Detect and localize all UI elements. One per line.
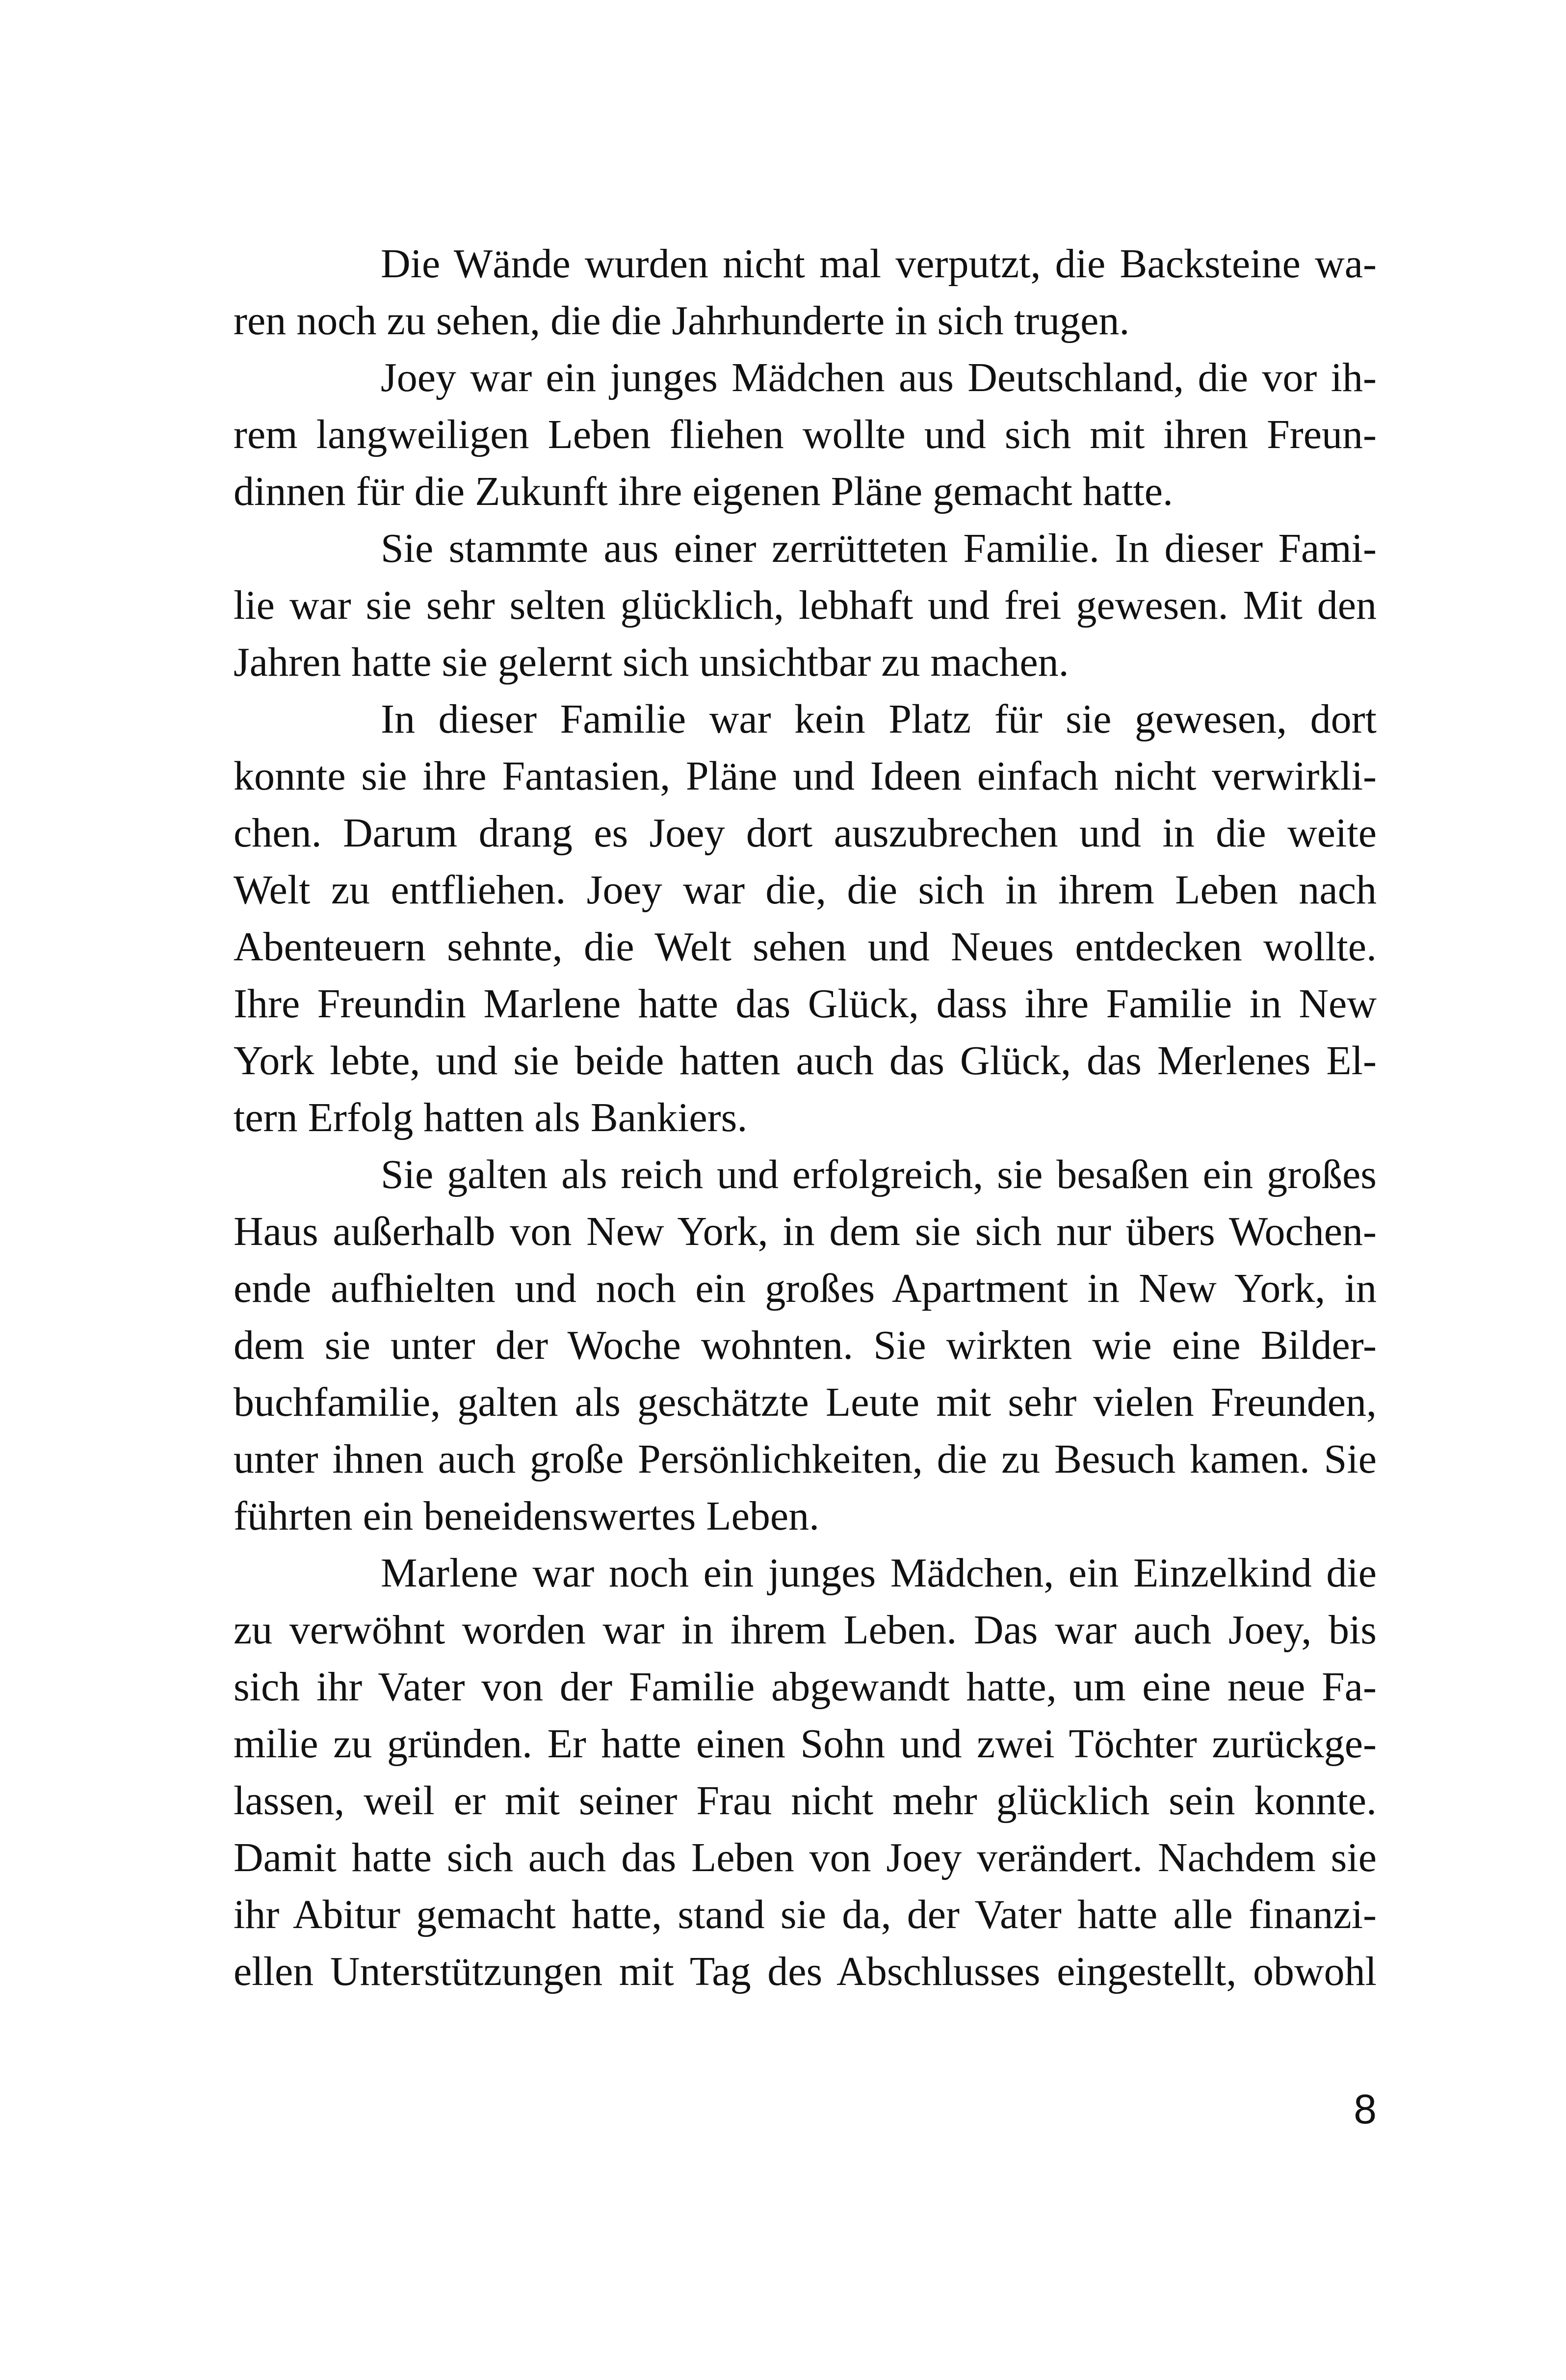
text-line: lassen, weil er mit seiner Frau nicht mehr glücklich sein konnte. bbox=[234, 1778, 1377, 1824]
text-line: rem langweiligen Leben fliehen wollte und sich mit ihren Freun- bbox=[234, 412, 1377, 457]
text-line: Sie stammte aus einer zerrütteten Familie. In dieser Fami- bbox=[381, 526, 1377, 571]
text-line: ihr Abitur gemacht hatte, stand sie da, der Vater hatte alle finanzi- bbox=[234, 1892, 1377, 1937]
text-line: dinnen für die Zukunft ihre eigenen Pläne gemacht hatte. bbox=[234, 469, 1173, 514]
text-line: buchfamilie, galten als geschätzte Leute mit sehr vielen Freunden, bbox=[234, 1379, 1377, 1425]
text-line: unter ihnen auch große Persönlichkeiten, die zu Besuch kamen. Sie bbox=[234, 1436, 1377, 1482]
text-line: ende aufhielten und noch ein großes Apartment in New York, in bbox=[234, 1266, 1377, 1311]
text-line: Abenteuern sehnte, die Welt sehen und Neues entdecken wollte. bbox=[234, 924, 1377, 970]
text-line: ren noch zu sehen, die die Jahrhunderte in sich trugen. bbox=[234, 298, 1130, 344]
text-line: ellen Unterstützungen mit Tag des Abschlusses eingestellt, obwohl bbox=[234, 1949, 1377, 1994]
text-line: Jahren hatte sie gelernt sich unsichtbar zu machen. bbox=[234, 639, 1069, 685]
text-line: Die Wände wurden nicht mal verputzt, die Backsteine wa- bbox=[381, 241, 1377, 287]
text-line: In dieser Familie war kein Platz für sie gewesen, dort bbox=[381, 696, 1377, 742]
text-line: Haus außerhalb von New York, in dem sie sich nur übers Wochen- bbox=[234, 1209, 1377, 1254]
text-line: York lebte, und sie beide hatten auch das Glück, das Merlenes El- bbox=[234, 1038, 1377, 1084]
text-line: Marlene war noch ein junges Mädchen, ein Einzelkind die bbox=[381, 1550, 1377, 1596]
text-line: Ihre Freundin Marlene hatte das Glück, dass ihre Familie in New bbox=[234, 981, 1377, 1027]
text-line: Damit hatte sich auch das Leben von Joey verändert. Nachdem sie bbox=[234, 1835, 1377, 1880]
text-line: dem sie unter der Woche wohnten. Sie wirkten wie eine Bilder- bbox=[234, 1322, 1377, 1368]
text-line: Sie galten als reich und erfolgreich, sie besaßen ein großes bbox=[381, 1152, 1377, 1197]
text-line: sich ihr Vater von der Familie abgewandt hatte, um eine neue Fa- bbox=[234, 1664, 1377, 1710]
text-line: Welt zu entfliehen. Joey war die, die sich in ihrem Leben nach bbox=[234, 867, 1377, 913]
body-text bbox=[234, 236, 1377, 2000]
text-line: zu verwöhnt worden war in ihrem Leben. Das war auch Joey, bis bbox=[234, 1607, 1377, 1653]
page-number: 8 bbox=[1354, 2086, 1377, 2132]
text-line: konnte sie ihre Fantasien, Pläne und Ideen einfach nicht verwirkli- bbox=[234, 753, 1377, 799]
text-line: Joey war ein junges Mädchen aus Deutschland, die vor ih- bbox=[381, 355, 1377, 400]
text-line: führten ein beneidenswertes Leben. bbox=[234, 1493, 820, 1539]
text-line: tern Erfolg hatten als Bankiers. bbox=[234, 1095, 748, 1140]
text-line: lie war sie sehr selten glücklich, lebhaft und frei gewesen. Mit den bbox=[234, 582, 1377, 628]
text-line: chen. Darum drang es Joey dort auszubrechen und in die weite bbox=[234, 810, 1377, 856]
text-line: milie zu gründen. Er hatte einen Sohn und zwei Töchter zurückge- bbox=[234, 1721, 1377, 1767]
